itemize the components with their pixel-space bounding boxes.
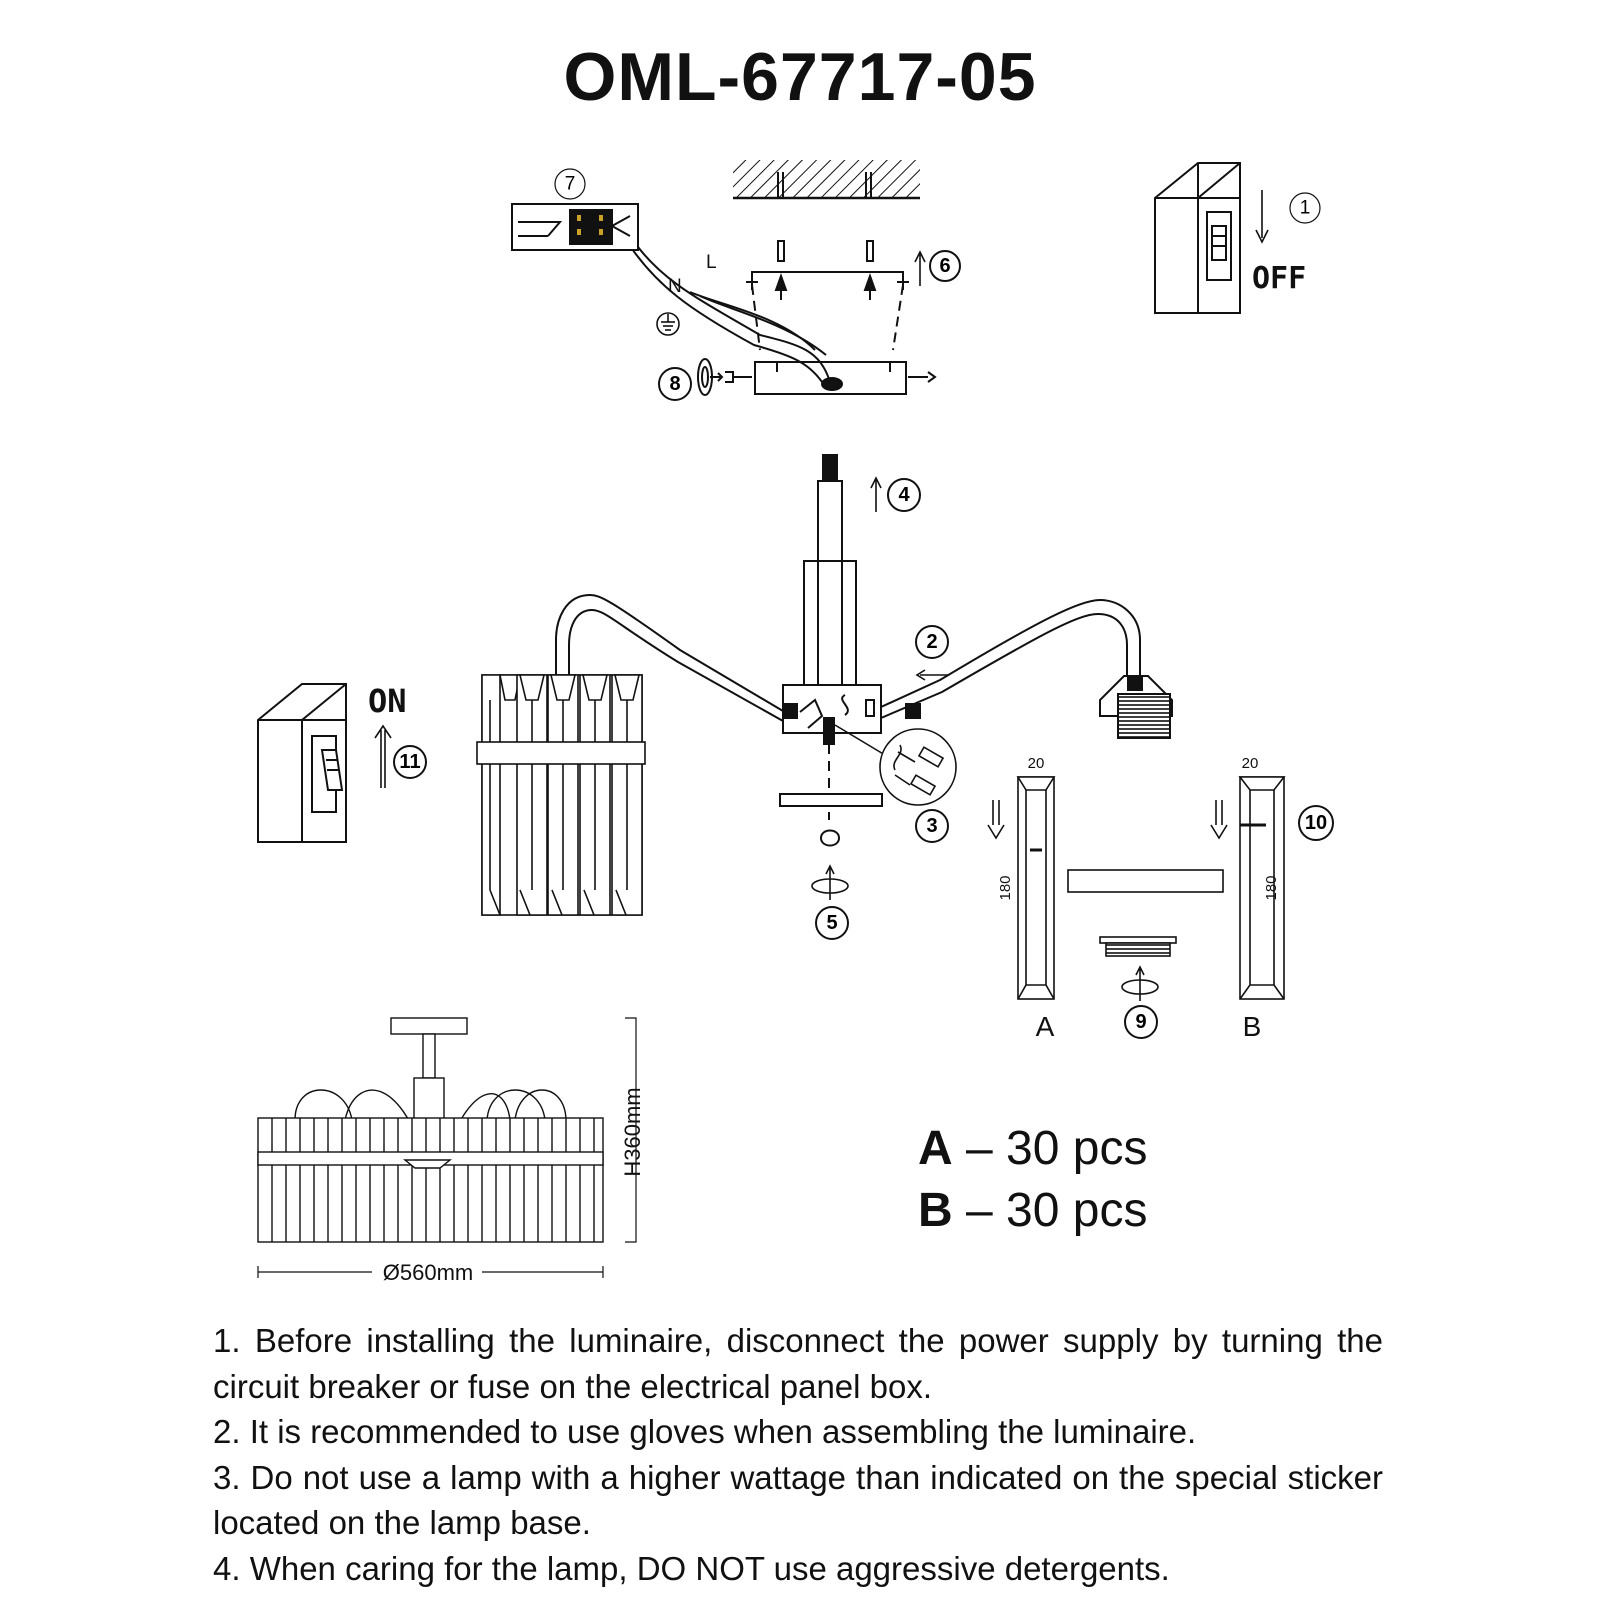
step-9-nut (1100, 937, 1176, 1001)
terminal-block-inset (512, 204, 638, 250)
quantity-a-text: – 30 pcs (966, 1122, 1148, 1175)
quantity-b (918, 1180, 1147, 1242)
step-11-number: 11 (399, 751, 421, 773)
ground-icon (657, 313, 679, 335)
mounting-bar (746, 241, 909, 350)
quantity-a-letter: A (918, 1122, 953, 1175)
neutral-wire-label: N (668, 276, 682, 297)
crystal-a-arrow (988, 800, 1004, 838)
step-4-number: 4 (898, 484, 910, 506)
crystal-b-height-label: 180 (1263, 875, 1280, 901)
step-8-number: 8 (669, 373, 681, 395)
step-7-marker (555, 169, 585, 199)
switch-on-arrow (375, 726, 391, 788)
step-3-marker (916, 810, 948, 842)
step-10-number: 10 (1304, 812, 1328, 834)
step-4-arrow (871, 478, 881, 512)
crystal-b-letter: B (1242, 1011, 1262, 1042)
bottom-disc (780, 794, 882, 846)
note-4: 4. When caring for the lamp, DO NOT use aggressive detergents. (213, 1549, 1170, 1587)
live-wire-label: L (706, 252, 717, 273)
note-2: 2. It is recommended to use gloves when assembling the luminaire. (213, 1413, 1197, 1450)
step-3-number: 3 (926, 815, 938, 837)
note-3: 3. Do not use a lamp with a higher wattage than indicated on the special sticker located on the lamp base. (213, 1458, 1383, 1541)
crystal-a (1018, 777, 1054, 999)
switch-on-label: ON (368, 682, 407, 720)
lamp-socket (1100, 676, 1172, 738)
step-1-marker (1290, 193, 1320, 223)
diameter-dimension-label: Ø560mm (382, 1260, 474, 1285)
step-6-number: 6 (939, 255, 951, 277)
crystal-a-letter: A (1035, 1011, 1055, 1042)
step-5-rotate-arrow (812, 866, 848, 900)
switch-off-label: OFF (1252, 261, 1307, 296)
switch-off (1155, 163, 1240, 313)
step-6-arrow (915, 252, 925, 286)
crystal-a-width-label: 20 (1027, 755, 1045, 772)
center-rod (804, 455, 856, 685)
height-dimension-label: H360mm (620, 1087, 645, 1177)
step-2-marker (916, 626, 948, 658)
canopy (725, 362, 935, 394)
model-title: OML-67717-05 (563, 39, 1037, 115)
step-10-marker (1299, 806, 1333, 840)
step-4-marker (888, 479, 920, 511)
step-9-marker (1125, 1006, 1157, 1038)
note-1: 1. Before installing the luminaire, disconnect the power supply by turning the circuit breaker or fuse on the electrical panel box. (213, 1322, 1383, 1405)
step-8-ring (698, 359, 722, 395)
quantity-b-letter: B (918, 1184, 953, 1237)
step-6-marker (930, 251, 960, 281)
step-2-number: 2 (926, 631, 938, 653)
crystal-b-width-label: 20 (1241, 755, 1259, 772)
safety-notes (213, 1318, 1383, 1591)
step-7-number: 7 (564, 173, 576, 195)
step-1-number: 1 (1299, 197, 1311, 219)
ceiling-hatch (733, 160, 920, 198)
step-5-number: 5 (826, 912, 838, 934)
quantity-a (918, 1118, 1147, 1180)
step-9-number: 9 (1135, 1011, 1147, 1033)
assembled-luminaire (258, 1018, 603, 1242)
step-11-marker (394, 746, 426, 778)
step-5-marker (816, 907, 848, 939)
quantity-b-text: – 30 pcs (966, 1184, 1148, 1237)
crystal-quantities (918, 1118, 1147, 1242)
crystal-shade (477, 675, 645, 915)
supply-wires (626, 240, 830, 382)
step-8-marker (659, 368, 691, 400)
crystal-frame-bar (1068, 870, 1223, 892)
switch-off-arrow (1256, 190, 1268, 242)
switch-on (258, 684, 346, 842)
crystal-a-height-label: 180 (997, 875, 1014, 901)
crystal-b-arrow (1211, 800, 1227, 838)
